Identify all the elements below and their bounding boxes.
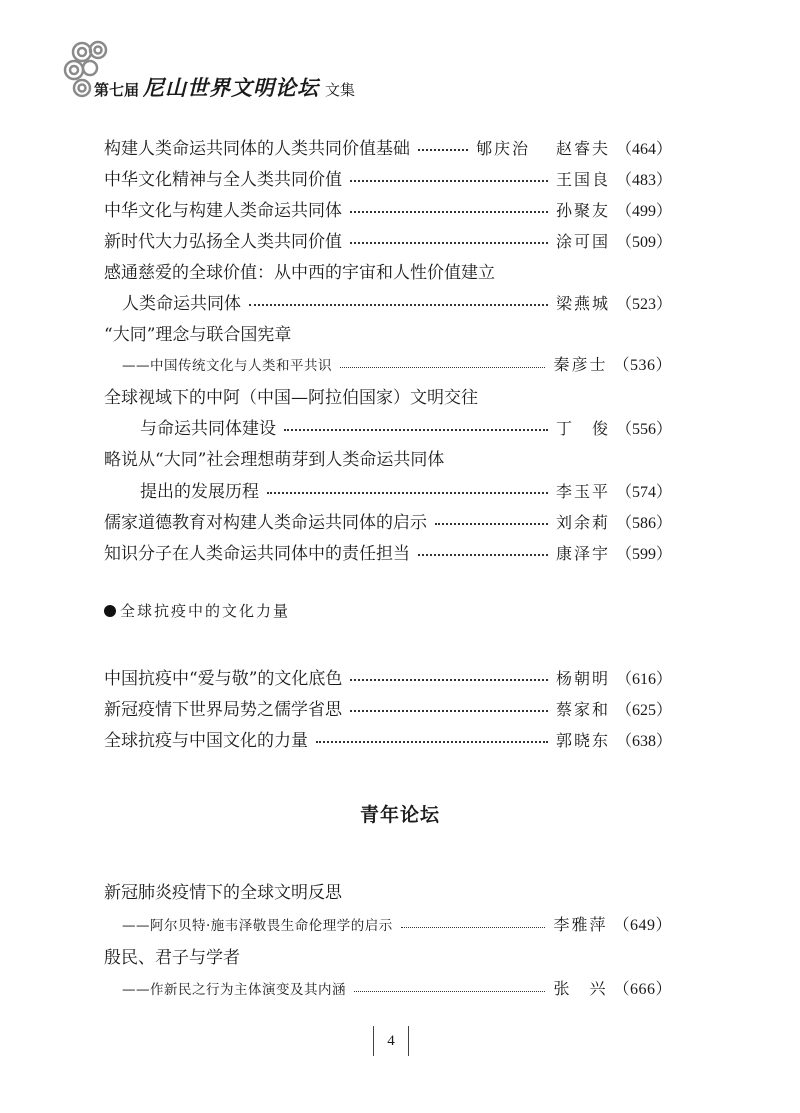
toc-entry[interactable] bbox=[104, 539, 672, 565]
toc-entry[interactable] bbox=[104, 664, 672, 690]
leader-dots bbox=[340, 366, 545, 368]
toc-entry[interactable] bbox=[122, 289, 672, 315]
entry-page: （586） bbox=[615, 515, 672, 532]
section-label: 全球抗疫中的文化力量 bbox=[120, 602, 291, 620]
entry-title[interactable]: 全球视域下的中阿（中国—阿拉伯国家）文明交往 bbox=[104, 388, 478, 408]
leader-dots bbox=[354, 990, 545, 992]
entry-title: 中华文化精神与全人类共同价值 bbox=[104, 170, 342, 190]
entry-title[interactable]: 殷民、君子与学者 bbox=[104, 948, 240, 968]
leader-dots bbox=[401, 926, 546, 928]
entry-author: 丁 俊 bbox=[555, 419, 610, 438]
leader-dots bbox=[350, 678, 548, 681]
entry-page: （523） bbox=[615, 296, 672, 313]
leader-dots bbox=[284, 428, 548, 431]
entry-title-continued: 人类命运共同体 bbox=[122, 294, 241, 314]
entry-title: 全球抗疫与中国文化的力量 bbox=[104, 731, 308, 751]
toc-entry[interactable] bbox=[104, 196, 672, 222]
toc-entry[interactable] bbox=[104, 165, 672, 191]
toc-entry[interactable] bbox=[104, 134, 672, 160]
entry-page: （556） bbox=[615, 421, 672, 438]
section-heading bbox=[104, 600, 290, 621]
entry-title-continued: 提出的发展历程 bbox=[140, 482, 259, 502]
entry-author: 李雅萍 bbox=[553, 915, 608, 934]
entry-page: （599） bbox=[615, 546, 672, 563]
entry-subtitle: ——作新民之行为主体演变及其内涵 bbox=[122, 982, 346, 998]
toc-entry[interactable] bbox=[104, 227, 672, 253]
toc-entry[interactable] bbox=[140, 414, 672, 440]
entry-author: 王国良 bbox=[555, 170, 610, 189]
entry-page: （616） bbox=[615, 671, 672, 688]
leader-dots bbox=[350, 241, 548, 244]
entry-title: 儒家道德教育对构建人类命运共同体的启示 bbox=[104, 513, 427, 533]
entry-author: 梁燕城 bbox=[555, 294, 610, 313]
leader-dots bbox=[418, 553, 548, 556]
entry-page: （536） bbox=[613, 357, 672, 374]
entry-page: （574） bbox=[615, 484, 672, 501]
entry-subtitle: ——阿尔贝特·施韦泽敬畏生命伦理学的启示 bbox=[122, 918, 393, 934]
leader-dots bbox=[350, 210, 548, 213]
toc-entry[interactable] bbox=[104, 695, 672, 721]
entry-author: 李玉平 bbox=[555, 482, 610, 501]
entry-page: （638） bbox=[615, 733, 672, 750]
entry-page: （649） bbox=[613, 917, 672, 934]
entry-page: （666） bbox=[613, 981, 672, 998]
entry-author: 张 兴 bbox=[553, 979, 608, 998]
entry-author: 孙聚友 bbox=[555, 201, 610, 220]
entry-author: 郭晓东 bbox=[555, 731, 610, 750]
entry-title: 新时代大力弘扬全人类共同价值 bbox=[104, 232, 342, 252]
toc-entry[interactable] bbox=[140, 477, 672, 503]
entry-author: 涂可国 bbox=[555, 232, 610, 251]
bullet-icon bbox=[104, 605, 116, 617]
toc-entry[interactable] bbox=[122, 912, 672, 938]
toc-entry[interactable] bbox=[104, 726, 672, 752]
header-forum-name: 尼山世界文明论坛 bbox=[143, 75, 320, 100]
page-number: 4 bbox=[373, 1026, 409, 1056]
entry-title: 中华文化与构建人类命运共同体 bbox=[104, 201, 342, 221]
entry-title[interactable]: 感通慈爱的全球价值：从中西的宇宙和人性价值建立 bbox=[104, 263, 495, 283]
entry-author: 赵睿夫 bbox=[555, 139, 610, 158]
entry-author: 秦彦士 bbox=[553, 355, 608, 374]
entry-title: 构建人类命运共同体的人类共同价值基础 bbox=[104, 139, 410, 159]
forum-heading: 青年论坛 bbox=[359, 804, 440, 826]
leader-dots bbox=[316, 740, 548, 743]
entry-author: 刘余莉 bbox=[555, 513, 610, 532]
leader-dots bbox=[350, 179, 548, 182]
entry-subtitle: ——中国传统文化与人类和平共识 bbox=[122, 358, 332, 374]
entry-title[interactable]: “大同”理念与联合国宪章 bbox=[104, 325, 292, 345]
entry-title[interactable]: 略说从“大同”社会理想萌芽到人类命运共同体 bbox=[104, 450, 445, 470]
toc-entry[interactable] bbox=[104, 508, 672, 534]
entry-page: （483） bbox=[615, 172, 672, 189]
entry-author: 郇庆治 bbox=[475, 139, 530, 158]
entry-page: （625） bbox=[615, 702, 672, 719]
entry-author: 杨朝明 bbox=[555, 669, 610, 688]
leader-dots bbox=[267, 491, 548, 494]
entry-title: 中国抗疫中“爱与敬”的文化底色 bbox=[104, 669, 343, 689]
header-title bbox=[94, 72, 355, 102]
header-edition: 第七届 bbox=[94, 81, 140, 99]
leader-dots bbox=[350, 709, 548, 712]
entry-title-continued: 与命运共同体建设 bbox=[140, 419, 276, 439]
toc-entry[interactable] bbox=[122, 352, 672, 378]
leader-dots bbox=[249, 303, 548, 306]
header-suffix: 文集 bbox=[325, 81, 356, 99]
entry-title[interactable]: 新冠肺炎疫情下的全球文明反思 bbox=[104, 883, 342, 903]
toc-entry[interactable] bbox=[122, 976, 672, 1002]
leader-dots bbox=[435, 522, 548, 525]
entry-page: （499） bbox=[615, 203, 672, 220]
entry-page: （464） bbox=[615, 141, 672, 158]
entry-title: 知识分子在人类命运共同体中的责任担当 bbox=[104, 544, 410, 564]
entry-page: （509） bbox=[615, 234, 672, 251]
entry-author: 蔡家和 bbox=[555, 700, 610, 719]
entry-title: 新冠疫情下世界局势之儒学省思 bbox=[104, 700, 342, 720]
entry-author: 康泽宇 bbox=[555, 544, 610, 563]
running-header bbox=[62, 38, 462, 108]
leader-dots bbox=[418, 148, 468, 151]
